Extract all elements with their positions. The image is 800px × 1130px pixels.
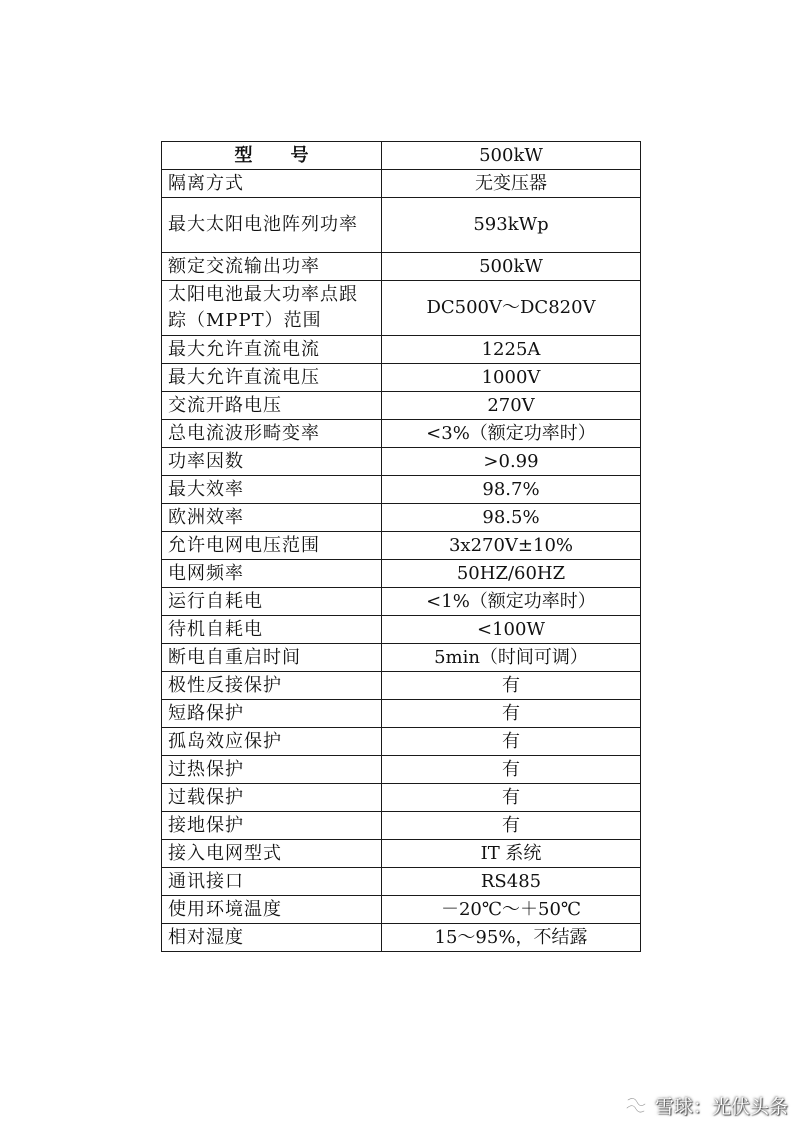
row-label: 额定交流输出功率 — [162, 253, 382, 281]
table-row — [162, 812, 641, 840]
row-value: 5min（时间可调） — [382, 644, 641, 672]
table-row — [162, 784, 641, 812]
row-value: IT 系统 — [382, 840, 641, 868]
row-value: 1225A — [382, 336, 641, 364]
row-label: 极性反接保护 — [162, 672, 382, 700]
table-row — [162, 336, 641, 364]
row-value: 有 — [382, 672, 641, 700]
row-value: 3x270V±10% — [382, 532, 641, 560]
row-value: 270V — [382, 392, 641, 420]
row-label: 使用环境温度 — [162, 896, 382, 924]
row-label: 短路保护 — [162, 700, 382, 728]
snowball-logo-icon — [623, 1092, 649, 1118]
row-value: 50HZ/60HZ — [382, 560, 641, 588]
row-value: 无变压器 — [382, 170, 641, 198]
watermark — [623, 1090, 788, 1120]
row-label: 总电流波形畸变率 — [162, 420, 382, 448]
table-row — [162, 588, 641, 616]
table-header-row — [162, 142, 641, 170]
model-value-cell: 500kW — [382, 142, 641, 170]
table-row — [162, 672, 641, 700]
table-row — [162, 896, 641, 924]
table-row — [162, 476, 641, 504]
row-value: DC500V～DC820V — [382, 281, 641, 336]
model-header-cell — [162, 142, 382, 170]
row-label: 待机自耗电 — [162, 616, 382, 644]
table-row — [162, 700, 641, 728]
table-row — [162, 756, 641, 784]
row-value: 1000V — [382, 364, 641, 392]
table-row — [162, 868, 641, 896]
row-value: RS485 — [382, 868, 641, 896]
row-label: 通讯接口 — [162, 868, 382, 896]
table-row — [162, 170, 641, 198]
row-label: 断电自重启时间 — [162, 644, 382, 672]
table-row — [162, 364, 641, 392]
row-label: 电网频率 — [162, 560, 382, 588]
row-label: 接入电网型式 — [162, 840, 382, 868]
watermark-text: 雪球：光伏头条 — [654, 1095, 788, 1118]
row-label: 相对湿度 — [162, 924, 382, 952]
row-label: 孤岛效应保护 — [162, 728, 382, 756]
row-label: 允许电网电压范围 — [162, 532, 382, 560]
table-row — [162, 420, 641, 448]
table-row — [162, 281, 641, 336]
row-value: 15～95%，不结露 — [382, 924, 641, 952]
row-value: >0.99 — [382, 448, 641, 476]
row-value: <100W — [382, 616, 641, 644]
table-row — [162, 532, 641, 560]
row-value: 有 — [382, 728, 641, 756]
spec-table-body — [162, 142, 641, 952]
header-label-char-2: 号 — [290, 144, 309, 166]
table-row — [162, 560, 641, 588]
row-label: 太阳电池最大功率点跟踪（MPPT）范围 — [162, 281, 382, 336]
row-label: 过载保护 — [162, 784, 382, 812]
row-label: 过热保护 — [162, 756, 382, 784]
row-label: 接地保护 — [162, 812, 382, 840]
table-row — [162, 392, 641, 420]
row-label: 最大太阳电池阵列功率 — [162, 198, 382, 253]
row-label: 最大效率 — [162, 476, 382, 504]
row-value: <1%（额定功率时） — [382, 588, 641, 616]
row-value: 有 — [382, 756, 641, 784]
table-row — [162, 448, 641, 476]
row-value: 98.5% — [382, 504, 641, 532]
row-label: 最大允许直流电压 — [162, 364, 382, 392]
row-label: 欧洲效率 — [162, 504, 382, 532]
table-row — [162, 728, 641, 756]
table-row — [162, 198, 641, 253]
row-label: 功率因数 — [162, 448, 382, 476]
row-value: 有 — [382, 700, 641, 728]
table-row — [162, 644, 641, 672]
row-label: 隔离方式 — [162, 170, 382, 198]
row-value: 593kWp — [382, 198, 641, 253]
table-row — [162, 253, 641, 281]
table-row — [162, 840, 641, 868]
row-value: 有 — [382, 784, 641, 812]
row-value: 500kW — [382, 253, 641, 281]
table-row — [162, 504, 641, 532]
row-value: <3%（额定功率时） — [382, 420, 641, 448]
header-label-char-1: 型 — [234, 144, 253, 166]
row-label: 运行自耗电 — [162, 588, 382, 616]
row-value: 有 — [382, 812, 641, 840]
spec-table — [161, 141, 641, 952]
table-row — [162, 924, 641, 952]
table-row — [162, 616, 641, 644]
row-label: 最大允许直流电流 — [162, 336, 382, 364]
row-value: －20℃～＋50℃ — [382, 896, 641, 924]
row-value: 98.7% — [382, 476, 641, 504]
row-label: 交流开路电压 — [162, 392, 382, 420]
